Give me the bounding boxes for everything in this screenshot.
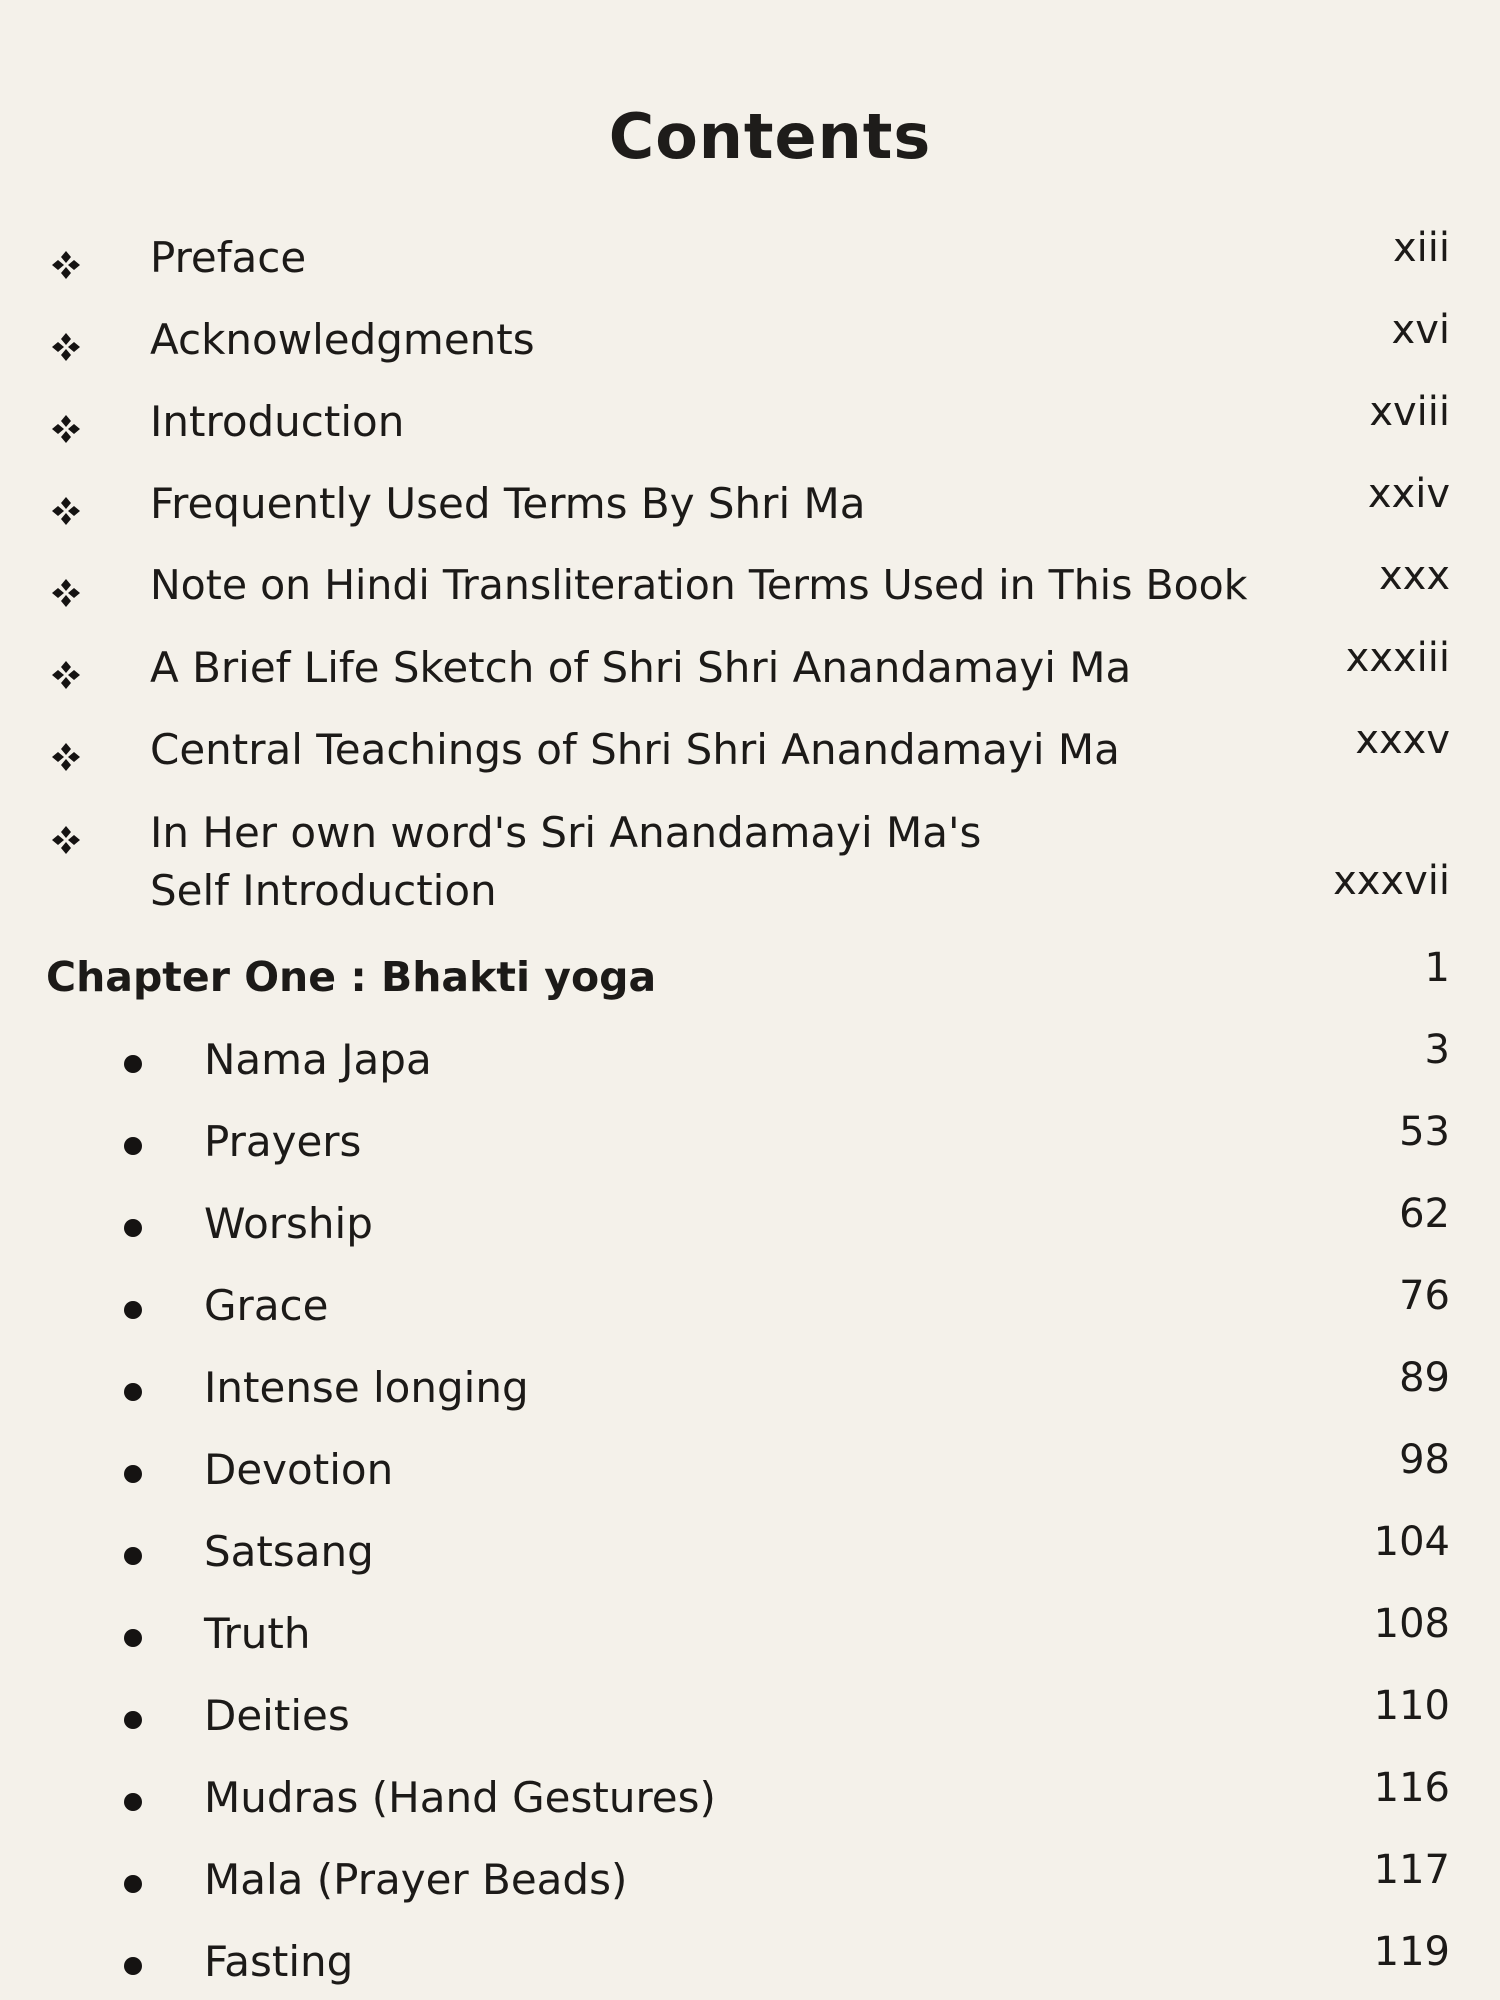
bullet-dot-icon — [124, 1219, 142, 1237]
toc-page-number: xiii — [1392, 225, 1450, 271]
chapter-heading: Chapter One : Bhakti yoga — [46, 953, 657, 1001]
bullet-dot-icon — [124, 1055, 142, 1073]
toc-page-number: 119 — [1373, 1929, 1450, 1975]
toc-page-number: 53 — [1399, 1109, 1450, 1155]
toc-entry-label: Grace — [204, 1281, 329, 1330]
toc-section-satsang[interactable] — [0, 1519, 1500, 1589]
bullet-dot-icon — [124, 1383, 142, 1401]
bullet-dot-icon — [124, 1301, 142, 1319]
toc-entry-label: Mudras (Hand Gestures) — [204, 1773, 716, 1822]
toc-page-number: 76 — [1399, 1273, 1450, 1319]
toc-page-number: xxiv — [1367, 471, 1450, 517]
toc-entry-label: Prayers — [204, 1117, 362, 1166]
toc-page-number: 1 — [1424, 945, 1450, 991]
toc-page-number: xxxiii — [1345, 635, 1450, 681]
toc-section-mudras[interactable] — [0, 1765, 1500, 1835]
toc-page-number: xxx — [1378, 553, 1450, 599]
diamond-bullet-icon — [50, 824, 82, 856]
bullet-dot-icon — [124, 1793, 142, 1811]
bullet-dot-icon — [124, 1137, 142, 1155]
toc-section-fasting[interactable] — [0, 1929, 1500, 1999]
bullet-dot-icon — [124, 1629, 142, 1647]
toc-section-grace[interactable] — [0, 1273, 1500, 1343]
toc-section-devotion[interactable] — [0, 1437, 1500, 1507]
bullet-dot-icon — [124, 1465, 142, 1483]
toc-page-number: xvi — [1391, 307, 1450, 353]
toc-entry-label: Satsang — [204, 1527, 374, 1576]
toc-page-number: 98 — [1399, 1437, 1450, 1483]
toc-page-number: 104 — [1373, 1519, 1450, 1565]
toc-entry-label: Fasting — [204, 1937, 354, 1986]
toc-entry-preface[interactable] — [0, 225, 1500, 295]
toc-section-mala[interactable] — [0, 1847, 1500, 1917]
page-title: Contents — [608, 100, 932, 173]
toc-entry-label: Worship — [204, 1199, 373, 1248]
toc-entry-frequently-used-terms[interactable] — [0, 471, 1500, 541]
toc-page-number: 116 — [1373, 1765, 1450, 1811]
toc-page-number: 3 — [1424, 1027, 1450, 1073]
toc-entry-label: Preface — [150, 233, 307, 282]
toc-entry-introduction[interactable] — [0, 389, 1500, 459]
toc-entry-label: Devotion — [204, 1445, 394, 1494]
bullet-dot-icon — [124, 1875, 142, 1893]
toc-chapter-one[interactable] — [0, 945, 1500, 1015]
toc-entry-life-sketch[interactable] — [0, 635, 1500, 705]
toc-entry-label: In Her own word's Sri Anandamayi Ma's — [150, 808, 982, 857]
toc-entry-label: Acknowledgments — [150, 315, 535, 364]
diamond-bullet-icon — [50, 577, 82, 609]
diamond-bullet-icon — [50, 659, 82, 691]
toc-entry-label: Truth — [204, 1609, 311, 1658]
bullet-dot-icon — [124, 1711, 142, 1729]
toc-entry-transliteration-note[interactable] — [0, 553, 1500, 623]
toc-entry-label: Deities — [204, 1691, 350, 1740]
toc-entry-acknowledgments[interactable] — [0, 307, 1500, 377]
toc-section-deities[interactable] — [0, 1683, 1500, 1753]
toc-section-intense-longing[interactable] — [0, 1355, 1500, 1425]
diamond-bullet-icon — [50, 741, 82, 773]
toc-page-number: xviii — [1369, 389, 1450, 435]
toc-entry-label-continued: Self Introduction — [150, 866, 497, 915]
toc-entry-label: Note on Hindi Transliteration Terms Used in This Book — [150, 561, 1248, 609]
toc-entry-label: A Brief Life Sketch of Shri Shri Anandamayi Ma — [150, 643, 1132, 692]
bullet-dot-icon — [124, 1957, 142, 1975]
toc-section-prayers[interactable] — [0, 1109, 1500, 1179]
toc-entry-self-introduction[interactable] — [0, 800, 1500, 930]
toc-section-truth[interactable] — [0, 1601, 1500, 1671]
toc-page-number: 62 — [1399, 1191, 1450, 1237]
diamond-bullet-icon — [50, 413, 82, 445]
toc-entry-label: Central Teachings of Shri Shri Anandamayi Ma — [150, 725, 1120, 774]
toc-page-number: xxxvii — [1333, 858, 1450, 904]
toc-entry-label: Mala (Prayer Beads) — [204, 1855, 628, 1904]
diamond-bullet-icon — [50, 249, 82, 281]
toc-page-number: 110 — [1373, 1683, 1450, 1729]
toc-section-worship[interactable] — [0, 1191, 1500, 1261]
toc-page-number: 89 — [1399, 1355, 1450, 1401]
toc-entry-label: Frequently Used Terms By Shri Ma — [150, 479, 866, 528]
toc-page-number: 108 — [1373, 1601, 1450, 1647]
toc-entry-label: Intense longing — [204, 1363, 529, 1412]
toc-entry-central-teachings[interactable] — [0, 717, 1500, 787]
diamond-bullet-icon — [50, 331, 82, 363]
diamond-bullet-icon — [50, 495, 82, 527]
toc-page-number: xxxv — [1355, 717, 1450, 763]
toc-page-number: 117 — [1373, 1847, 1450, 1893]
toc-entry-label: Introduction — [150, 397, 405, 446]
bullet-dot-icon — [124, 1547, 142, 1565]
toc-section-nama-japa[interactable] — [0, 1027, 1500, 1097]
toc-entry-label: Nama Japa — [204, 1035, 432, 1084]
